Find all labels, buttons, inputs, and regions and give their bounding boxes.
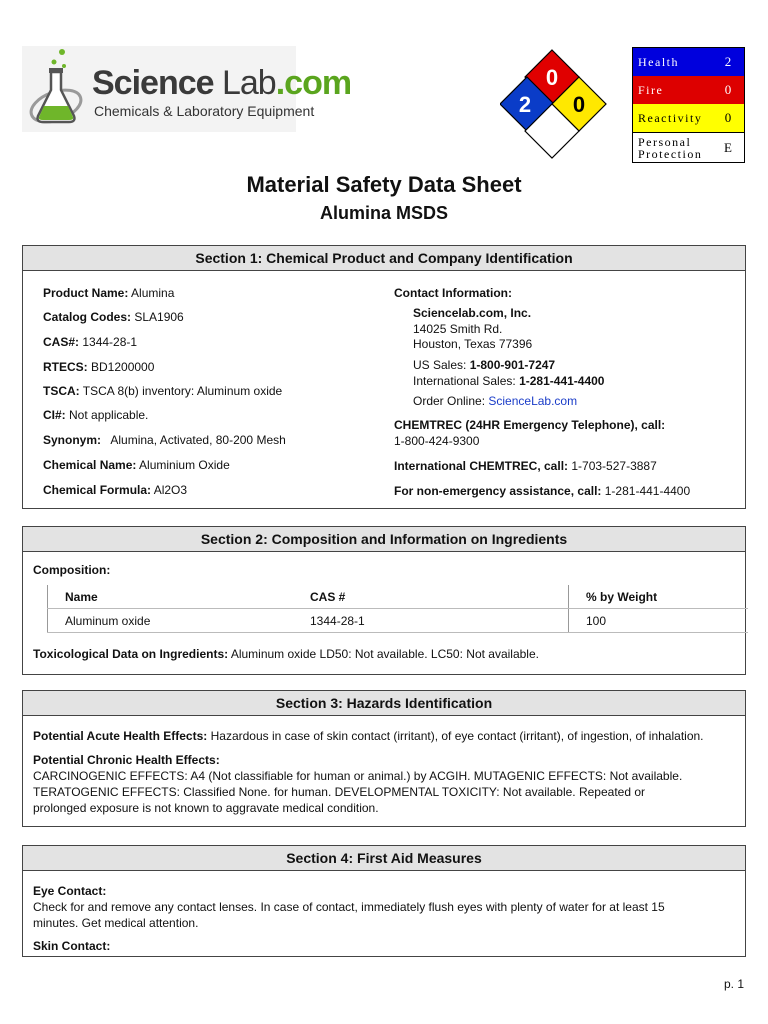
contact-information-label: Contact Information: bbox=[394, 286, 512, 300]
section-1 bbox=[22, 245, 746, 509]
rtecs: RTECS: BD1200000 bbox=[43, 360, 155, 374]
nfpa-health: 2 bbox=[518, 92, 532, 117]
synonym: Synonym: Alumina, Activated, 80-200 Mesh bbox=[43, 433, 286, 447]
table-header-row bbox=[48, 585, 749, 609]
section-4 bbox=[22, 845, 746, 957]
us-sales: US Sales: 1-800-901-7247 bbox=[413, 358, 556, 372]
section-heading: Section 4: First Aid Measures bbox=[23, 846, 745, 871]
page-number: p. 1 bbox=[723, 977, 744, 991]
logo-wordmark: Science Lab.com bbox=[92, 64, 352, 102]
hazard-row-health bbox=[633, 48, 745, 77]
section-heading: Section 3: Hazards Identification bbox=[23, 691, 745, 716]
address-line-2: Houston, Texas 77396 bbox=[413, 337, 533, 351]
hazard-label: Health bbox=[638, 54, 679, 69]
nfpa-reactivity: 0 bbox=[572, 92, 586, 117]
ci-number: CI#: Not applicable. bbox=[43, 408, 149, 422]
address-line-1: 14025 Smith Rd. bbox=[413, 322, 503, 336]
hazard-label: Reactivity bbox=[638, 110, 703, 125]
table-cell: 1344-28-1 bbox=[293, 609, 569, 633]
acute-health-effects: Potential Acute Health Effects: Hazardous in case of skin contact (irritant), of eye contact (irritant), of ingestion, of inhalation. bbox=[33, 729, 704, 743]
international-sales: International Sales: 1-281-441-4400 bbox=[413, 374, 605, 388]
chronic-effects-line: CARCINOGENIC EFFECTS: A4 (Not classifiable for human or animal.) by ACGIH. MUTAGENIC EFFECTS: Not available. bbox=[33, 769, 683, 783]
nfpa-flammability: 0 bbox=[545, 65, 559, 90]
document-subtitle: Alumina MSDS bbox=[319, 203, 448, 223]
cas-number: CAS#: 1344-28-1 bbox=[43, 335, 138, 349]
tsca: TSCA: TSCA 8(b) inventory: Aluminum oxide bbox=[43, 384, 283, 398]
flask-icon bbox=[26, 46, 90, 132]
section-heading: Section 1: Chemical Product and Company Identification bbox=[23, 246, 745, 271]
company-name: Sciencelab.com, Inc. bbox=[413, 306, 532, 320]
chemtrec-label: CHEMTREC (24HR Emergency Telephone), call: bbox=[394, 418, 666, 432]
hazard-value: 0 bbox=[724, 110, 732, 125]
chronic-effects-line: TERATOGENIC EFFECTS: Classified None. for human. DEVELOPMENTAL TOXICITY: Not available. Repeated or bbox=[33, 785, 645, 799]
document-title: Material Safety Data Sheet bbox=[246, 172, 522, 197]
toxicological-data: Toxicological Data on Ingredients: Aluminum oxide LD50: Not available. LC50: Not available. bbox=[33, 647, 539, 661]
non-emergency-assistance: For non-emergency assistance, call: 1-281-441-4400 bbox=[394, 484, 691, 498]
chemical-formula: Chemical Formula: Al2O3 bbox=[43, 483, 188, 497]
hazard-row-reactivity bbox=[633, 104, 745, 133]
chemical-name: Chemical Name: Aluminium Oxide bbox=[43, 458, 230, 472]
hazard-rating-table bbox=[632, 47, 745, 163]
hazard-value: 0 bbox=[724, 82, 732, 97]
eye-contact-label: Eye Contact: bbox=[33, 884, 107, 898]
hazard-row-fire bbox=[633, 76, 745, 104]
column-header: % by Weight bbox=[569, 585, 749, 609]
composition-table bbox=[47, 585, 748, 633]
eye-contact-text: minutes. Get medical attention. bbox=[33, 916, 199, 930]
sciencelab-link[interactable]: ScienceLab.com bbox=[488, 394, 578, 408]
skin-contact-label: Skin Contact: bbox=[33, 939, 111, 953]
section-3 bbox=[22, 690, 746, 827]
table-cell: 100 bbox=[569, 609, 749, 633]
section-2 bbox=[22, 526, 746, 675]
chronic-health-effects-label: Potential Chronic Health Effects: bbox=[33, 753, 220, 767]
hazard-value: 2 bbox=[724, 54, 732, 69]
international-chemtrec: International CHEMTREC, call: 1-703-527-3887 bbox=[394, 459, 657, 473]
hazard-value: E bbox=[712, 133, 745, 163]
eye-contact-text: Check for and remove any contact lenses. In case of contact, immediately flush eyes with plenty of water for at least 15 bbox=[33, 900, 665, 914]
sciencelab-logo bbox=[22, 46, 352, 132]
section-heading: Section 2: Composition and Information on Ingredients bbox=[23, 527, 745, 552]
nfpa-diamond bbox=[500, 48, 610, 164]
hazard-label: Personal Protection bbox=[633, 133, 713, 163]
product-name: Product Name: Alumina bbox=[43, 286, 175, 300]
table-cell: Aluminum oxide bbox=[48, 609, 294, 633]
logo-tagline: Chemicals & Laboratory Equipment bbox=[94, 103, 315, 119]
column-header: CAS # bbox=[293, 585, 569, 609]
chemtrec-phone: 1-800-424-9300 bbox=[394, 434, 480, 448]
chronic-effects-line: prolonged exposure is not known to aggravate medical condition. bbox=[33, 801, 379, 815]
order-online: Order Online: ScienceLab.com bbox=[413, 394, 578, 408]
column-header: Name bbox=[48, 585, 294, 609]
table-row bbox=[48, 609, 749, 633]
hazard-row-personal-protection bbox=[633, 133, 745, 163]
catalog-codes: Catalog Codes: SLA1906 bbox=[43, 310, 184, 324]
hazard-label: Fire bbox=[638, 82, 664, 97]
composition-label: Composition: bbox=[33, 563, 111, 577]
